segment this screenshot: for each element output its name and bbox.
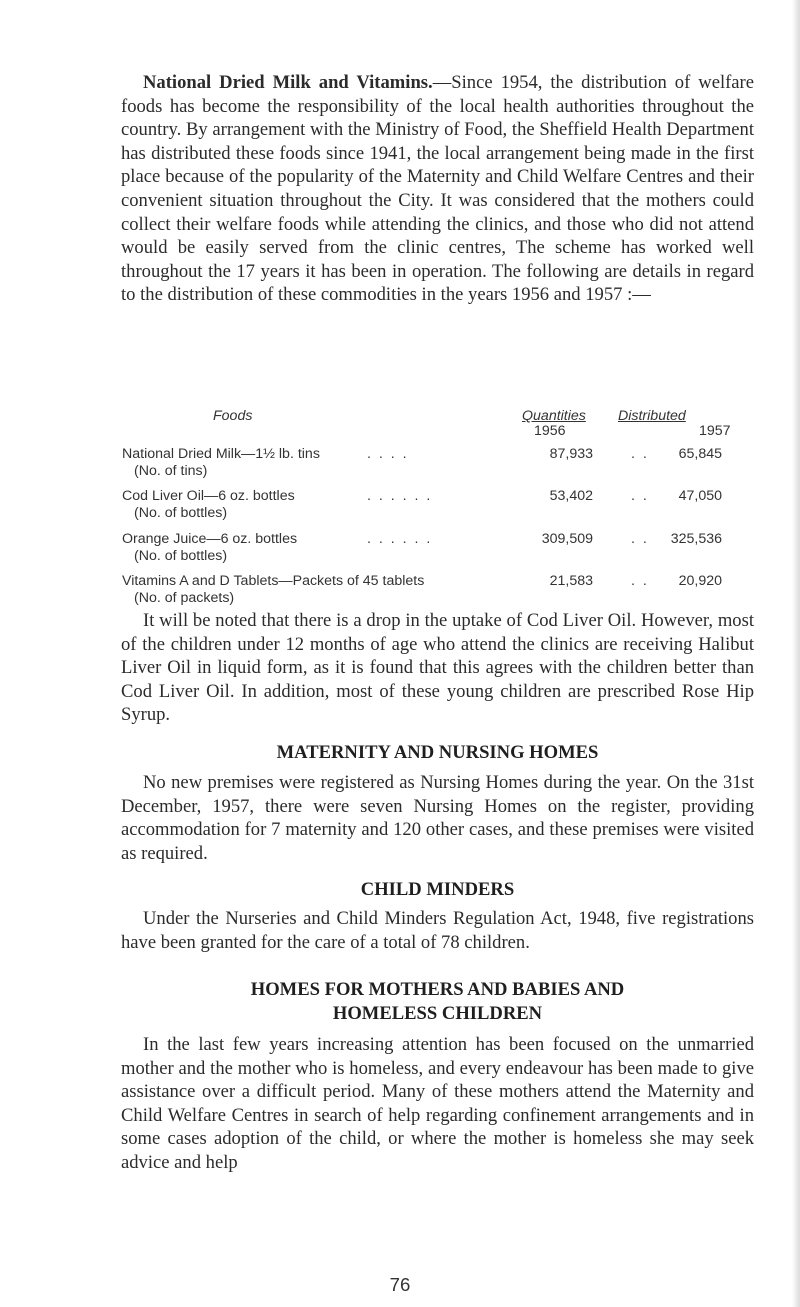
food-name: Orange Juice—6 oz. bottles [122,531,298,547]
leader-dots: . . [631,488,649,504]
table-row [122,531,754,571]
child-minders-paragraph: Under the Nurseries and Child Minders Regulation Act, 1948, five registrations have been granted for the care of a total of 78 children. [121,908,754,953]
page-number: 76 [389,1274,411,1295]
heading-homes-line-2: HOMELESS CHILDREN [332,1003,543,1024]
leader-dots: . . [631,531,649,547]
food-name: National Dried Milk—1½ lb. tins [122,446,320,462]
heading-maternity-nursing-homes: MATERNITY AND NURSING HOMES [276,742,599,763]
quantity-1956: 21,583 [549,573,593,589]
page-edge-shadow [792,0,800,1307]
leader-dots: . . . . . . [367,488,433,504]
welfare-foods-text: —Since 1954, the distribution of welfare foods has become the responsibility of the local health authorities throughout the country. By arrangement with the Ministry of Food, the Sheffield Health Department has distributed these foods since 1941, the local arrangement being made in the first place because of the popularity of the Maternity and Child Welfare Centres and their convenient situation throughout the City. It was considered that the mothers could collect their welfare foods while attending the clinics, and those who did not attend would be easily served from the clinic centres, The scheme has worked well throughout the 17 years it has been in operation. The following are details in regard to the distribution of these commodities in the years 1956 and 1957 :— [121,72,755,306]
leader-dots: . . [631,446,649,462]
food-name: Vitamins A and D Tablets—Packets of 45 tablets [122,573,425,589]
homes-paragraph: In the last few years increasing attention has been focused on the unmarried mother and the mother who is homeless, and every endeavour has been made to give assistance over a difficult period. Many of these mothers attend the Maternity and Child Welfare Centres in search of help regarding confinement arrangements and in some cases adoption of the child, or where the mother is homeless she may seek advice and help [121,1034,754,1173]
heading-child-minders: CHILD MINDERS [360,879,515,900]
leader-dots: . . . . . . [367,531,433,547]
nursing-homes-paragraph: No new premises were registered as Nursing Homes during the year. On the 31st December, 1957, there were seven Nursing Homes on the register, providing accommodation for 7 maternity and 120 other cases, and these premises were visited as required. [121,772,754,864]
quantity-1957: 65,845 [678,446,722,462]
quantity-1956: 53,402 [549,488,593,504]
leader-dots: . . [631,573,649,589]
section-title-dried-milk: National Dried Milk and Vitamins. [143,72,433,93]
food-unit: (No. of bottles) [134,548,228,564]
table-row [122,573,754,613]
header-year-1956: 1956 [534,423,566,439]
table-row [122,446,754,486]
food-name: Cod Liver Oil—6 oz. bottles [122,488,295,504]
cod-liver-oil-note: It will be noted that there is a drop in the uptake of Cod Liver Oil. However, most of the children under 12 months of age who attend the clinics are receiving Halibut Liver Oil in liquid form, as it is found that this agrees with the children better than Cod Liver Oil. In addition, most of these young children are prescribed Rose Hip Syrup. [121,610,754,726]
food-unit: (No. of tins) [134,463,208,479]
header-distributed: Distributed [618,408,686,424]
quantity-1956: 87,933 [549,446,593,462]
welfare-foods-paragraph [121,71,754,307]
heading-homes-line-1: HOMES FOR MOTHERS AND BABIES AND [250,979,625,1000]
quantity-1957: 47,050 [678,488,722,504]
header-year-1957: 1957 [699,423,731,439]
header-foods: Foods [213,408,253,424]
food-unit: (No. of packets) [134,590,235,606]
table-row [122,488,754,528]
food-unit: (No. of bottles) [134,505,228,521]
leader-dots: . . . . [367,446,409,462]
quantity-1956: 309,509 [541,531,593,547]
quantity-1957: 325,536 [670,531,722,547]
header-quantities: Quantities [522,408,586,424]
quantity-1957: 20,920 [678,573,722,589]
